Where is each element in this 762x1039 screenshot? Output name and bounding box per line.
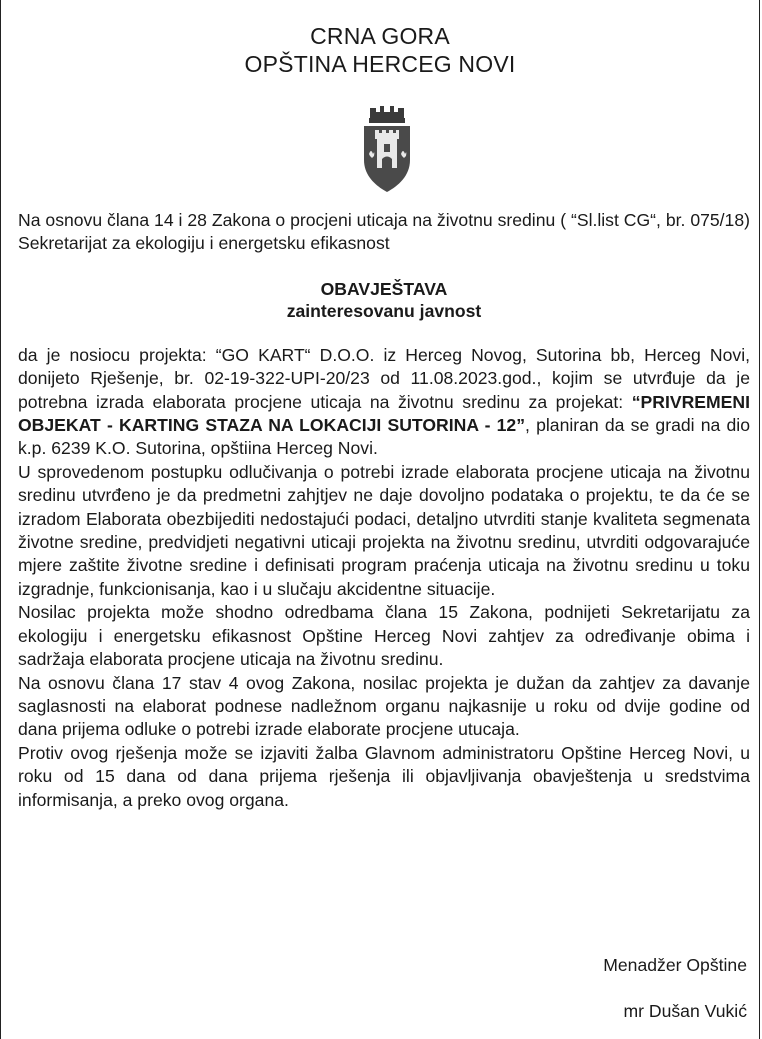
signatory-name: mr Dušan Vukić xyxy=(623,1001,747,1021)
decision-text-start: da je nosiocu projekta: “GO KART“ D.O.O. iz Herceg Novog, Sutorina bb, Herceg Novi, donijeto Rješenje, br. 02-19-322-UPI-20/23 od 11.08.2023.god., kojim se utvrđuje da je potrebna izrada elaborata procjene uticaja na životnu sredinu za projekat: xyxy=(18,344,750,412)
paragraph-deadline: Na osnovu člana 17 stav 4 ovog Zakona, nosilac projekta je dužan da zahtjev za davanje saglasnosti na elaborat podnese nadležnom organu najkasnije u roku od dvije godine od dana prijema odluke o potrebi izrade elaborate procjene utucaja. xyxy=(18,672,750,740)
signatory-title: Menadžer Opštine xyxy=(603,955,747,975)
country-title: CRNA GORA xyxy=(310,23,450,49)
municipality-title: OPŠTINA HERCEG NOVI xyxy=(244,51,516,77)
document-body xyxy=(18,209,750,812)
intro-paragraph: Na osnovu člana 14 i 28 Zakona o procjeni uticaja na životnu sredinu ( “Sl.list CG“, br. 075/18) Sekretarijat za ekologiju i energetsku efikasnost xyxy=(18,210,750,254)
decision-text-end: , planiran da se gradi na dio k.p. 6239 K.O. Sutorina, opštiina Herceg Novi. xyxy=(18,415,750,459)
paragraph-appeal: Protiv ovog rješenja može se izjaviti žalba Glavnom administratoru Opštine Herceg Novi, u roku od 15 dana od dana prijema rješenja ili objavljivanja obavještenja u sredstvima informisanja, a preko ovog organa. xyxy=(18,742,750,810)
notice-subtitle: zainteresovanu javnost xyxy=(286,300,482,321)
document-header xyxy=(1,22,759,78)
project-name: “PRIVREMENI OBJEKAT - KARTING STAZA NA LOKACIJI SUTORINA - 12” xyxy=(18,391,750,436)
notice-heading xyxy=(18,278,750,322)
herceg-novi-coat-of-arms-icon xyxy=(360,104,414,194)
paragraph-scope-request: Nosilac projekta može shodno odredbama člana 15 Zakona, podnijeti Sekretarijatu za ekologiju i energetsku efikasnost Opštine Herceg Novi zahtjev za određivanje obima i sadržaja elaborata procjene uticaja na životnu sredinu. xyxy=(18,602,750,670)
notice-title: OBAVJEŠTAVA xyxy=(320,278,448,299)
paragraph-procedure: U sprovedenom postupku odlučivanja o potrebi izrade elaborata procjene uticaja na životnu sredinu utvrđeno je da predmetni zahjtjev ne daje dovoljno podataka o projektu, te da će se izradom Elaborata obezbijediti nedostajući podaci, detaljno utvrditi stanje kvaliteta segmenata životne sredine, predvidjeti negativni uticaji projekta na životnu sredinu, utvrditi odgovarajuće mjere zaštite životne sredine i definisati program praćenja uticaja na životnu sredinu u toku izgradnje, funkcionisanja, kao i u slučaju akcidentne situacije. xyxy=(18,461,750,599)
paragraph-decision xyxy=(18,344,750,461)
